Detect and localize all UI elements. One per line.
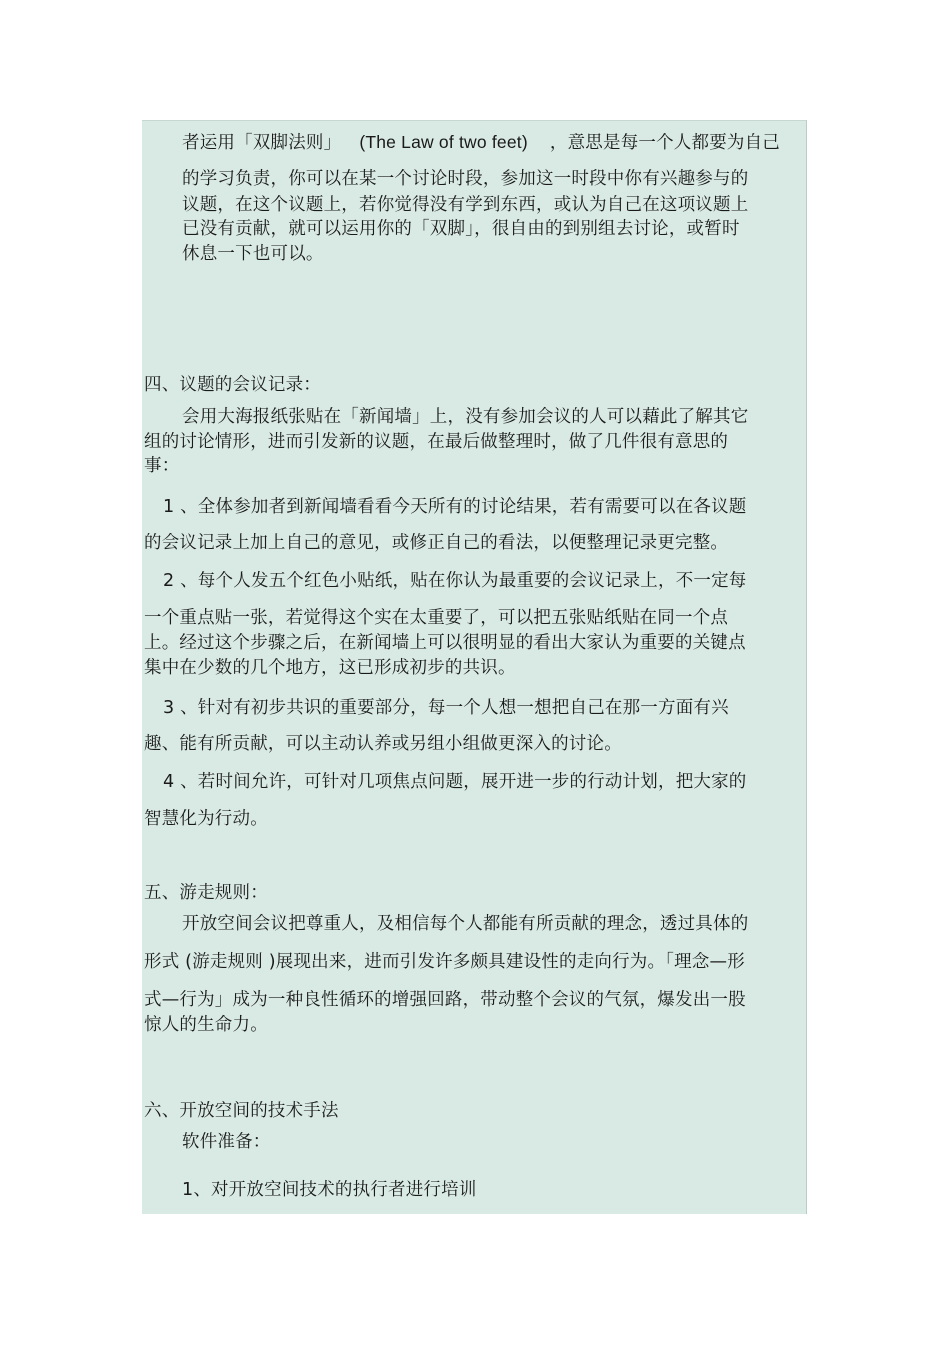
section-4-item-3-line-1: 3 、针对有初步共识的重要部分，每一个人想一想把自己在那一方面有兴: [163, 698, 729, 718]
section-5-paragraph-line-4: 惊人的生命力。: [144, 1015, 268, 1035]
section-5-heading: 五、游走规则：: [144, 883, 268, 903]
section-6-heading: 六、开放空间的技术手法: [144, 1101, 339, 1121]
section-4-item-3-line-2: 趣、能有所贡献，可以主动认养或另组小组做更深入的讨论。: [144, 734, 622, 754]
section-4-item-2-line-2: 一个重点贴一张，若觉得这个实在太重要了，可以把五张贴纸贴在同一个点: [144, 608, 729, 628]
intro-line-5: 休息一下也可以。: [182, 244, 324, 264]
section-6-subheading: 软件准备：: [182, 1132, 271, 1152]
intro-line-1-part-3: ，意思是每一个人都要为自己: [549, 133, 781, 153]
section-4-item-1-line-1: 1 、全体参加者到新闻墙看看今天所有的讨论结果，若有需要可以在各议题: [163, 497, 747, 517]
intro-line-2: 的学习负责，你可以在某一个讨论时段，参加这一时段中你有兴趣参与的: [182, 169, 749, 189]
section-5-paragraph-line-2: 形式 (游走规则 )展现出来，进而引发许多颇具建设性的走向行为。「理念—形: [144, 952, 745, 972]
section-4-item-2-line-4: 集中在少数的几个地方，这已形成初步的共识。: [144, 658, 516, 678]
section-4-paragraph-line-1: 会用大海报纸张贴在「新闻墙」上，没有参加会议的人可以藉此了解其它: [182, 407, 749, 427]
section-4-item-2-line-1: 2 、每个人发五个红色小贴纸，贴在你认为最重要的会议记录上，不一定每: [163, 571, 747, 591]
intro-line-1-part-1: 者运用「双脚法则」: [182, 133, 342, 153]
section-4-item-4-line-1: 4 、若时间允许，可针对几项焦点问题，展开进一步的行动计划，把大家的: [163, 772, 747, 792]
intro-line-3: 议题，在这个议题上，若你觉得没有学到东西，或认为自己在这项议题上: [182, 195, 749, 215]
intro-line-1: [182, 131, 780, 154]
section-4-heading: 四、议题的会议记录：: [144, 375, 321, 395]
section-5-paragraph-line-3: 式—行为」成为一种良性循环的增强回路，带动整个会议的气氛，爆发出一股: [144, 990, 746, 1010]
section-6-item-1: 1、对开放空间技术的执行者进行培训: [182, 1180, 477, 1200]
section-5-paragraph-line-1: 开放空间会议把尊重人，及相信每个人都能有所贡献的理念，透过具体的: [182, 914, 749, 934]
section-4-item-4-line-2: 智慧化为行动。: [144, 809, 268, 829]
section-4-item-1-line-2: 的会议记录上加上自己的意见，或修正自己的看法，以便整理记录更完整。: [144, 533, 729, 553]
section-4-paragraph-line-2: 组的讨论情形，进而引发新的议题，在最后做整理时，做了几件很有意思的: [144, 432, 729, 452]
law-of-two-feet-english: (The Law of two feet): [359, 132, 528, 152]
section-4-item-2-line-3: 上。经过这个步骤之后，在新闻墙上可以很明显的看出大家认为重要的关键点: [144, 633, 746, 653]
section-4-paragraph-line-3: 事：: [144, 456, 180, 476]
intro-line-4: 已没有贡献，就可以运用你的「双脚」，很自由的到别组去讨论，或暂时: [182, 219, 740, 239]
